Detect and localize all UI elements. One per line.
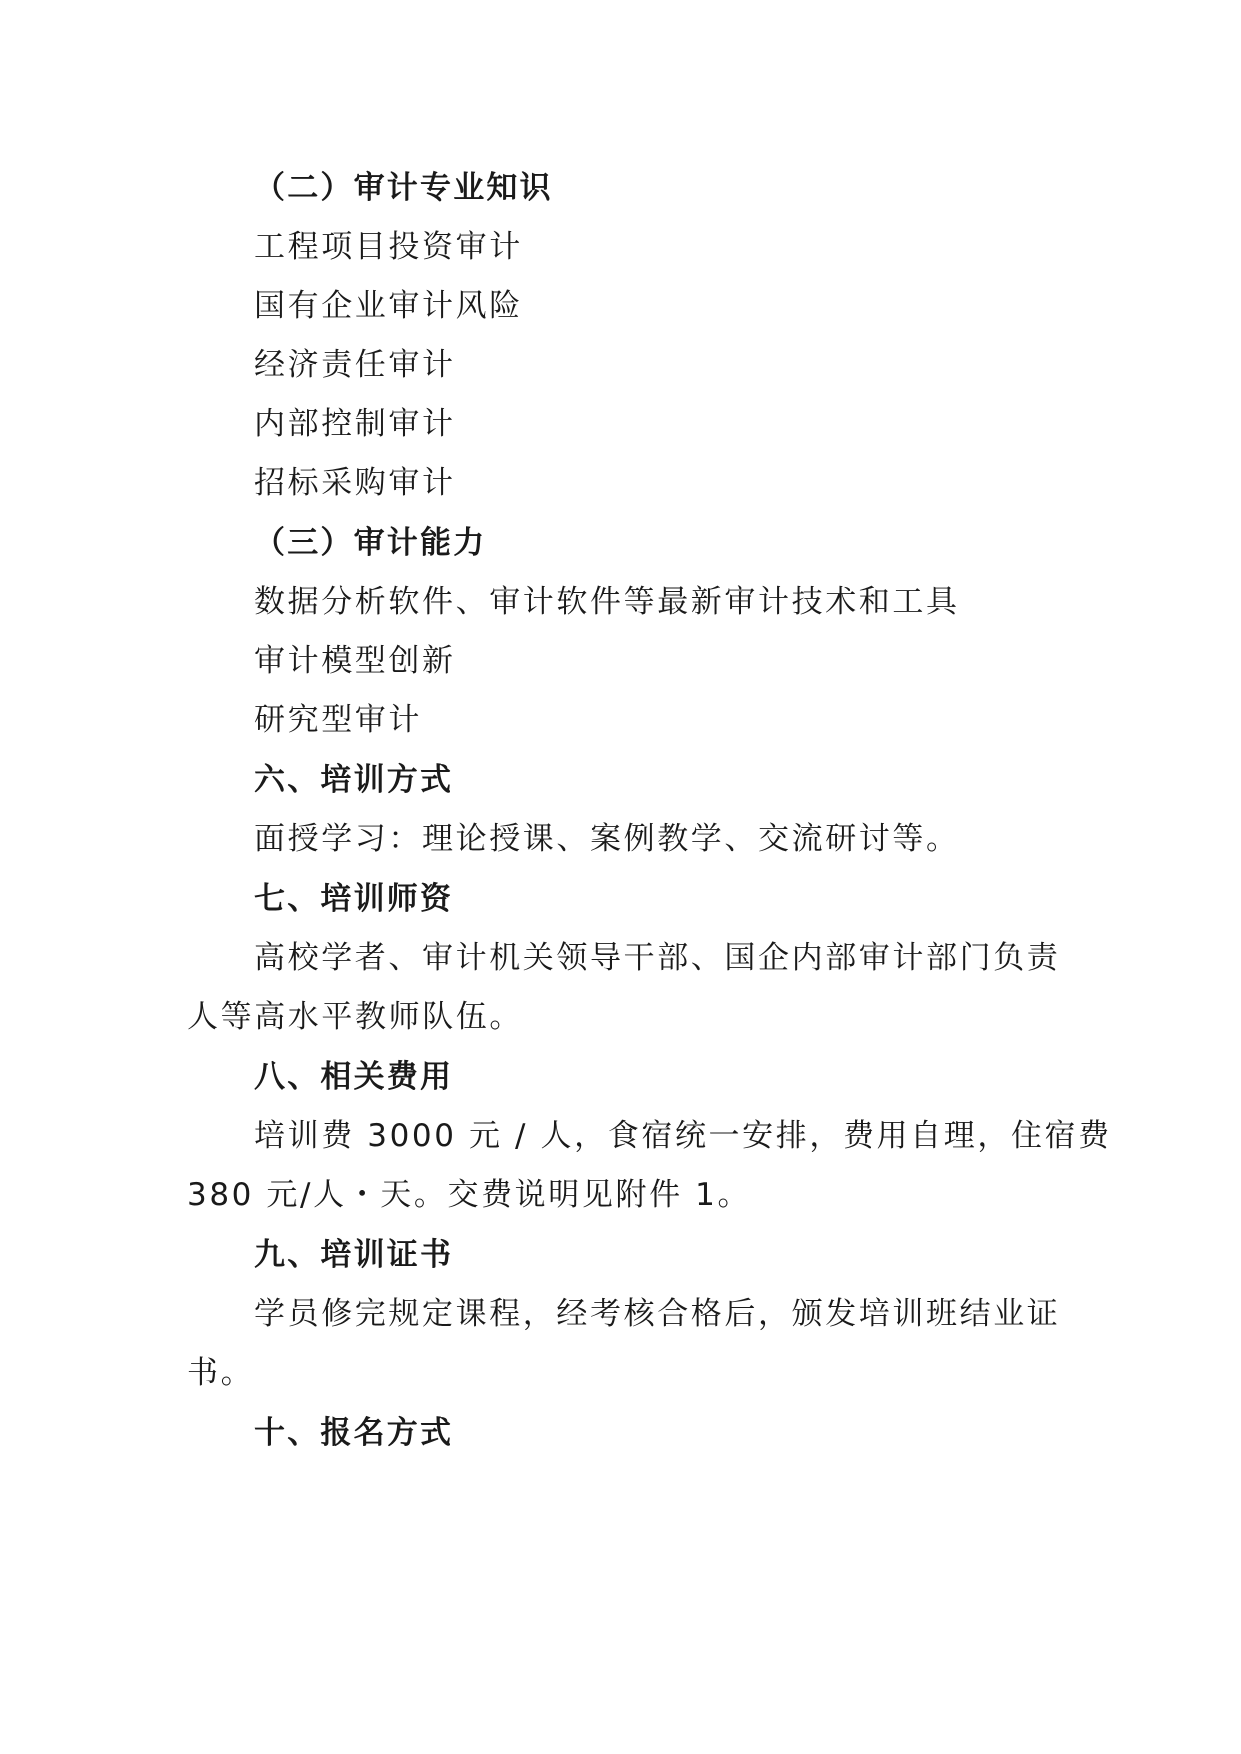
- list-item-audit-tools: 数据分析软件、审计软件等最新审计技术和工具: [254, 584, 960, 620]
- list-item-soe-audit-risk: 国有企业审计风险: [254, 288, 523, 324]
- list-item-engineering-audit: 工程项目投资审计: [254, 229, 523, 265]
- section-heading-audit-knowledge: （二）审计专业知识: [254, 170, 553, 206]
- section-heading-teachers: 七、培训师资: [254, 881, 454, 917]
- paragraph-fees-line1: 培训费 3000 元 / 人，食宿统一安排，费用自理，住宿费: [254, 1118, 1112, 1154]
- list-item-economic-responsibility-audit: 经济责任审计: [254, 347, 456, 383]
- section-heading-fees: 八、相关费用: [254, 1059, 454, 1095]
- section-heading-certificate: 九、培训证书: [254, 1237, 454, 1273]
- section-heading-audit-ability: （三）审计能力: [254, 525, 487, 561]
- list-item-procurement-audit: 招标采购审计: [254, 465, 456, 501]
- list-item-internal-control-audit: 内部控制审计: [254, 406, 456, 442]
- paragraph-teachers-line1: 高校学者、审计机关领导干部、国企内部审计部门负责: [254, 940, 1061, 976]
- paragraph-fees-line2: 380 元/人・天。交费说明见附件 1。: [187, 1177, 752, 1213]
- paragraph-teachers-line2: 人等高水平教师队伍。: [187, 999, 523, 1035]
- list-item-research-audit: 研究型审计: [254, 702, 422, 738]
- paragraph-training-method: 面授学习：理论授课、案例教学、交流研讨等。: [254, 821, 960, 857]
- section-heading-registration: 十、报名方式: [254, 1415, 454, 1451]
- paragraph-certificate-line2: 书。: [187, 1355, 255, 1391]
- list-item-audit-model: 审计模型创新: [254, 643, 456, 679]
- paragraph-certificate-line1: 学员修完规定课程，经考核合格后，颁发培训班结业证: [254, 1296, 1061, 1332]
- section-heading-training-method: 六、培训方式: [254, 762, 454, 798]
